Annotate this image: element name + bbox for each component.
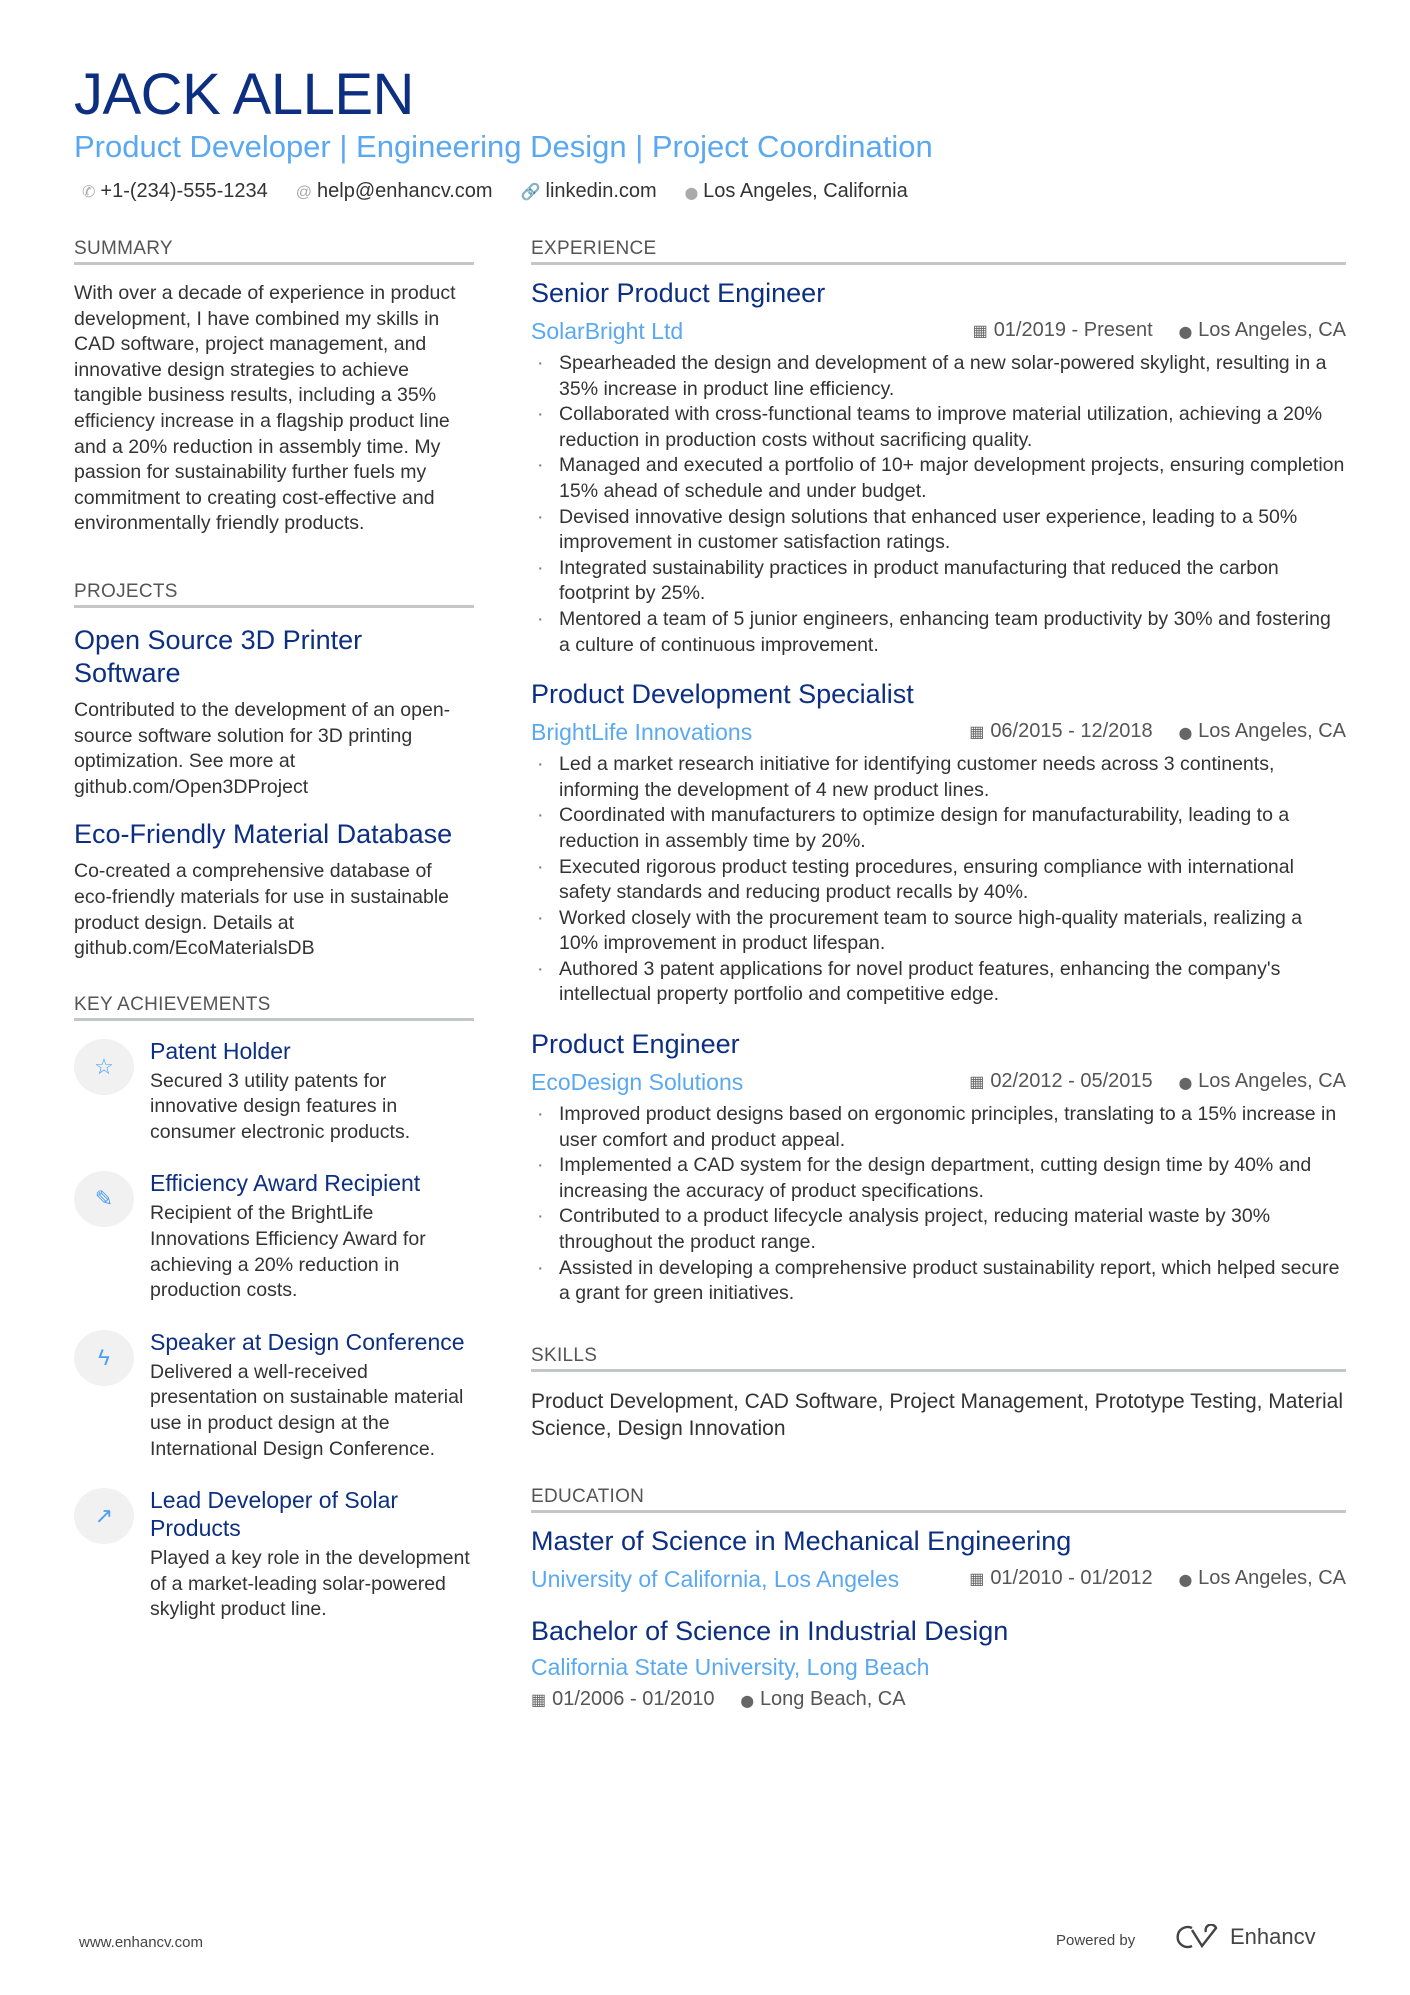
achievement-description: Secured 3 utility patents for innovative design features in consumer electronic products. — [150, 1069, 411, 1143]
job-subheader — [531, 712, 1346, 752]
bullet-item: · Managed and executed a portfolio of 10+ major development projects, ensuring completion 15% ahead of schedule and under budget. — [531, 453, 1346, 504]
bullet-item: · Mentored a team of 5 junior engineers, enhancing team productivity by 30% and fostering a culture of continuous improvement. — [531, 607, 1346, 658]
achievement-title: Patent Holder — [150, 1037, 291, 1064]
candidate-name: JACK ALLEN — [74, 62, 414, 127]
achievement-title: Lead Developer of Solar Products — [150, 1487, 399, 1542]
education-subheader — [531, 1559, 1346, 1599]
location-pin-icon: ⬤ — [1178, 1076, 1193, 1091]
company-name[interactable]: EcoDesign Solutions — [531, 1069, 744, 1096]
job-meta — [531, 1685, 1346, 1715]
bullet-item: · Implemented a CAD system for the design department, cutting design time by 40% and increasing the accuracy of product specifications. — [531, 1153, 1346, 1204]
bullet-item: · Assisted in developing a comprehensive product sustainability report, which helped secure a grant for green initiatives. — [531, 1256, 1346, 1307]
summary-text: With over a decade of experience in product development, I have combined my skills in CAD software, project management, and innovative design strategies to achieve tangible business results, including a 35% efficiency increase in a flagship product line and a 20% reduction in assembly time. My passion for sustainability further fuels my commitment to creating cost-effective and environmentally friendly products. — [74, 282, 456, 535]
skills-text: Product Development, CAD Software, Project Management, Prototype Testing, Material Science, Design Innovation — [531, 1389, 1343, 1440]
contact-text[interactable]: +1-(234)-555-1234 — [100, 180, 268, 202]
location — [741, 1685, 906, 1715]
achievement-item — [74, 1486, 474, 1623]
degree-title: Bachelor of Science in Industrial Design — [531, 1615, 1009, 1646]
location — [1179, 1559, 1346, 1599]
project-title: Eco-Friendly Material Database — [74, 819, 453, 850]
achievement-title: Efficiency Award Recipient — [150, 1170, 421, 1197]
job-title: Senior Product Engineer — [531, 278, 826, 308]
projects-section — [74, 581, 474, 962]
calendar-icon: ▦ — [969, 724, 985, 742]
education-entry — [531, 1613, 1346, 1715]
achievement-content — [150, 1169, 474, 1303]
school-name[interactable]: University of California, Los Angeles — [531, 1565, 900, 1592]
location-pin-icon: ⬤ — [684, 186, 699, 200]
bullet-item: · Authored 3 patent applications for novel product features, enhancing the company's intellectual property portfolio and competitive edge. — [531, 957, 1346, 1008]
achievement-title: Speaker at Design Conference — [150, 1328, 465, 1355]
date-text: 02/2012 - 05/2015 — [990, 1070, 1153, 1093]
bullet-item: · Led a market research initiative for identifying customer needs across 3 continents, informing the development of 4 new product lines. — [531, 752, 1346, 803]
right-column — [531, 238, 1346, 1759]
job-subheader — [531, 1062, 1346, 1102]
calendar-icon: ▦ — [969, 1570, 985, 1588]
bullet-item: · Executed rigorous product testing procedures, ensuring compliance with international safety standards and reducing product recalls by 40%. — [531, 855, 1346, 906]
achievement-item — [74, 1169, 474, 1303]
section-heading: SKILLS — [531, 1345, 1346, 1372]
achievement-description: Recipient of the BrightLife Innovations Efficiency Award for achieving a 20% reduction in production costs. — [150, 1202, 426, 1302]
project-item — [74, 624, 474, 800]
enhancv-logo[interactable] — [1176, 1924, 1316, 1950]
degree-title: Master of Science in Mechanical Engineering — [531, 1525, 1072, 1556]
achievement-item — [74, 1328, 474, 1462]
location-pin-icon: ⬤ — [1178, 726, 1193, 741]
job-meta — [969, 1062, 1346, 1102]
section-heading: PROJECTS — [74, 581, 474, 608]
job-meta — [969, 1559, 1346, 1599]
location-pin-icon: ⬤ — [740, 1693, 754, 1708]
lightning-icon: ϟ — [74, 1330, 134, 1386]
location — [1179, 712, 1346, 752]
job-subheader — [531, 311, 1346, 351]
company-name[interactable]: BrightLife Innovations — [531, 719, 753, 746]
skills-section — [531, 1345, 1346, 1442]
contact-item[interactable] — [296, 180, 493, 203]
date-range — [969, 712, 1153, 752]
job-entry — [531, 275, 1346, 658]
date-range — [531, 1685, 715, 1715]
job-bullets — [531, 351, 1346, 658]
calendar-icon: ▦ — [531, 1691, 547, 1709]
company-name[interactable]: SolarBright Ltd — [531, 318, 684, 344]
calendar-icon: ▦ — [972, 323, 988, 340]
school-name[interactable]: California State University, Long Beach — [531, 1653, 930, 1680]
job-entry — [531, 676, 1346, 1008]
brand-name: Enhancv — [1230, 1924, 1316, 1949]
project-item — [74, 818, 474, 961]
job-bullets — [531, 1102, 1346, 1307]
job-meta — [969, 712, 1346, 752]
project-title: Open Source 3D Printer Software — [74, 624, 363, 688]
bullet-item: · Coordinated with manufacturers to optimize design for manufacturability, leading to a reduction in assembly time by 20%. — [531, 803, 1346, 854]
location — [1179, 1062, 1346, 1102]
summary-section — [74, 238, 474, 537]
section-heading: EDUCATION — [531, 1486, 1346, 1513]
job-title: Product Development Specialist — [531, 679, 914, 710]
achievement-description: Played a key role in the development of a market-leading solar-powered skylight product line. — [150, 1547, 470, 1621]
section-heading: SUMMARY — [74, 238, 474, 265]
left-column — [74, 238, 474, 1667]
achievement-content — [150, 1328, 474, 1462]
candidate-title: Product Developer | Engineering Design | Project Coordination — [74, 129, 933, 164]
date-range — [973, 311, 1153, 351]
experience-section — [531, 238, 1346, 1307]
location-text: Los Angeles, CA — [1198, 1070, 1346, 1093]
bullet-item: · Devised innovative design solutions that enhanced user experience, leading to a 50% improvement in customer satisfaction ratings. — [531, 505, 1346, 556]
contact-text[interactable]: Los Angeles, California — [703, 180, 908, 202]
contact-item[interactable] — [82, 180, 268, 203]
star-icon: ☆ — [74, 1039, 134, 1095]
location-pin-icon: ⬤ — [1178, 325, 1193, 339]
education-entry — [531, 1523, 1346, 1599]
route-arrow-icon: ↗ — [74, 1488, 134, 1544]
link-icon: 🔗 — [520, 184, 541, 201]
location-text: Long Beach, CA — [759, 1687, 906, 1710]
date-text: 06/2015 - 12/2018 — [990, 720, 1153, 743]
contact-text[interactable]: help@enhancv.com — [317, 180, 493, 202]
calendar-icon: ▦ — [969, 1074, 985, 1092]
bullet-item: · Contributed to a product lifecycle analysis project, reducing material waste by 30% throughout the product range. — [531, 1204, 1346, 1255]
bullet-item: · Improved product designs based on ergonomic principles, translating to a 15% increase in user comfort and product appeal. — [531, 1102, 1346, 1153]
achievement-description: Delivered a well-received presentation on sustainable material use in product design at the International Design Conference. — [150, 1360, 464, 1460]
job-entry — [531, 1026, 1346, 1307]
date-text: 01/2006 - 01/2010 — [552, 1687, 715, 1710]
job-title: Product Engineer — [531, 1029, 740, 1060]
date-range — [969, 1559, 1153, 1599]
job-meta — [973, 311, 1346, 351]
achievements-section — [74, 994, 474, 1623]
location — [1179, 311, 1346, 351]
location-text: Los Angeles, CA — [1198, 1566, 1346, 1589]
achievement-content — [150, 1486, 474, 1623]
bullet-item: · Integrated sustainability practices in product manufacturing that reduced the carbon footprint by 25%. — [531, 556, 1346, 607]
at-icon: @ — [295, 184, 312, 201]
section-heading: EXPERIENCE — [531, 238, 1346, 265]
education-section — [531, 1486, 1346, 1715]
phone-icon: ✆ — [82, 184, 96, 201]
section-heading: KEY ACHIEVEMENTS — [74, 994, 474, 1021]
contact-info — [74, 180, 1344, 203]
project-description: Contributed to the development of an open-source software solution for 3D printing optimization. See more at github.com/Open3DProject — [74, 698, 451, 798]
job-bullets — [531, 752, 1346, 1008]
date-range — [969, 1062, 1153, 1102]
bullet-item: · Spearheaded the design and development of a new solar-powered skylight, resulting in a 35% increase in product line efficiency. — [531, 351, 1346, 402]
contact-item[interactable] — [521, 180, 657, 203]
location-text: Los Angeles, CA — [1198, 720, 1346, 743]
footer-powered-by: Powered by — [1056, 1932, 1136, 1949]
bullet-item: · Worked closely with the procurement team to source high-quality materials, realizing a 10% improvement in product lifespan. — [531, 906, 1346, 957]
date-text: 01/2010 - 01/2012 — [990, 1566, 1153, 1589]
footer-website[interactable]: www.enhancv.com — [79, 1934, 203, 1951]
date-text: 01/2019 - Present — [993, 319, 1153, 341]
achievement-item — [74, 1037, 474, 1146]
project-description: Co-created a comprehensive database of eco-friendly materials for use in sustainable product design. Details at github.com/EcoMaterialsDB — [74, 860, 450, 960]
magic-wand-icon: ✎ — [74, 1171, 134, 1227]
resume-header — [74, 62, 1344, 203]
location-text: Los Angeles, CA — [1198, 319, 1346, 341]
contact-item[interactable] — [685, 180, 908, 203]
enhancv-logo-icon — [1176, 1924, 1222, 1950]
achievement-content — [150, 1037, 474, 1146]
contact-text[interactable]: linkedin.com — [545, 180, 657, 202]
location-pin-icon: ⬤ — [1178, 1572, 1193, 1587]
bullet-item: · Collaborated with cross-functional teams to improve material utilization, achieving a 20% reduction in production costs without sacrificing quality. — [531, 402, 1346, 453]
